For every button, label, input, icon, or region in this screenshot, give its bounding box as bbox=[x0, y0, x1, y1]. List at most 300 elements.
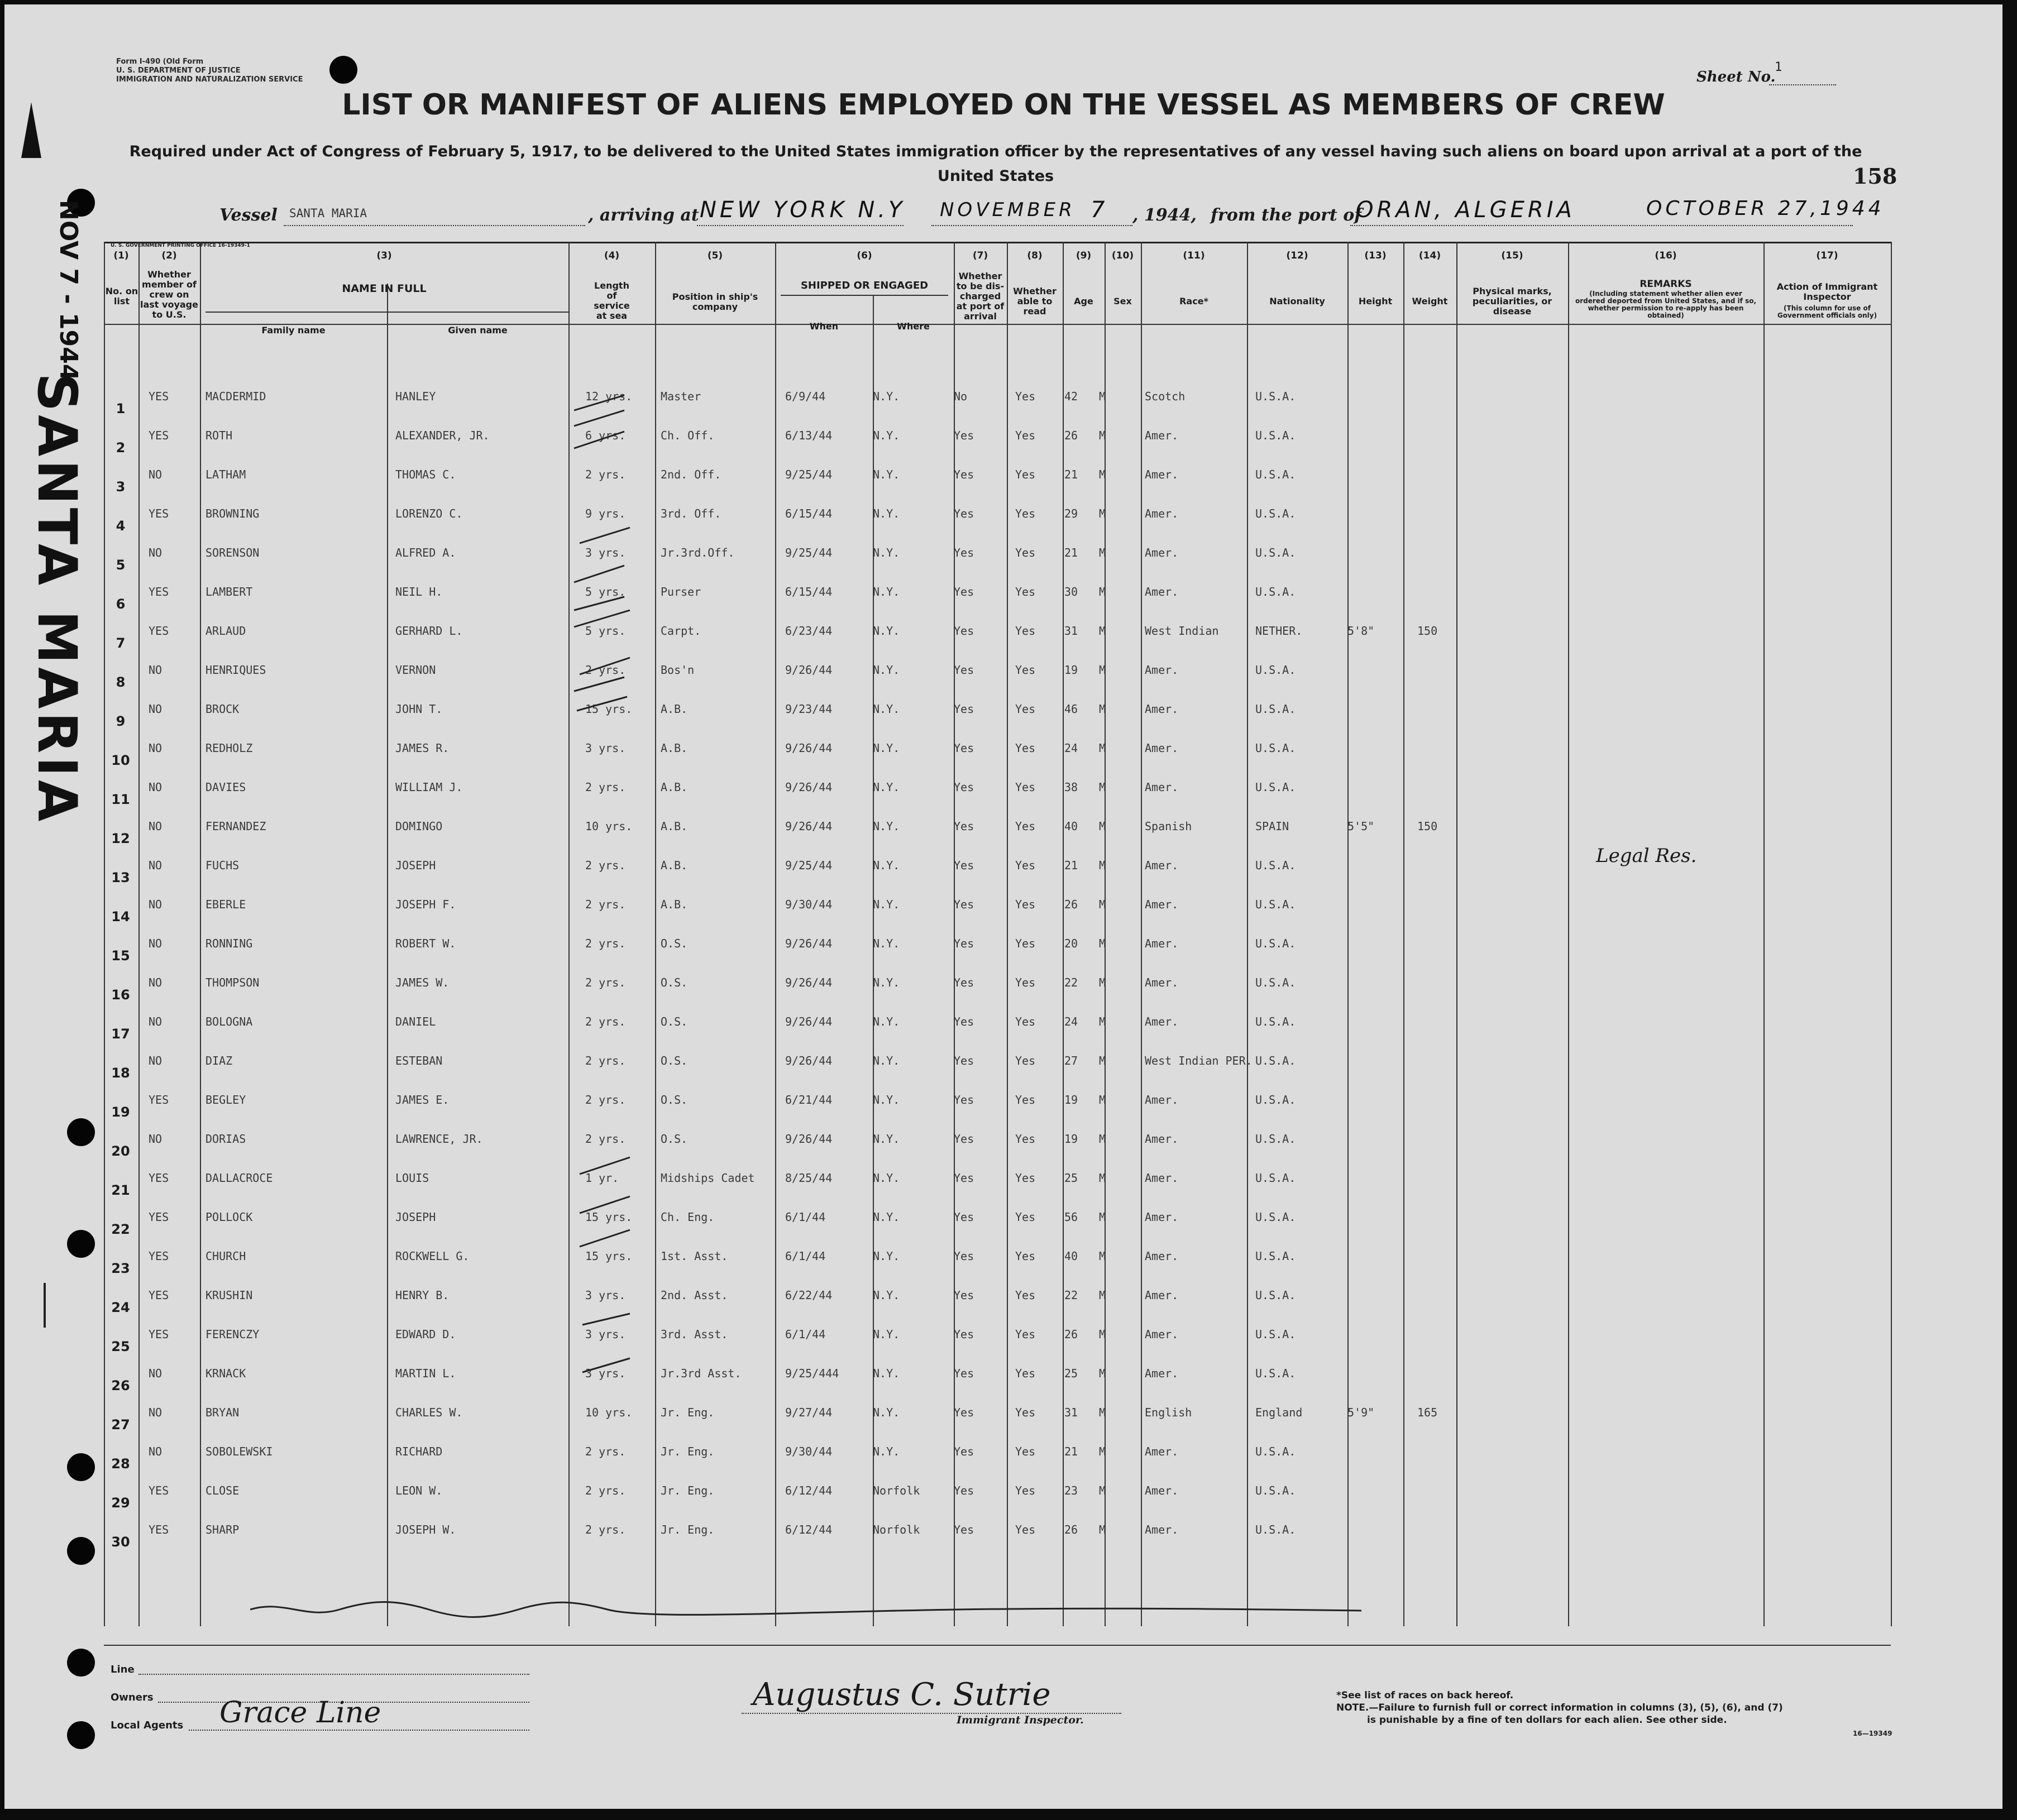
cell-position: 3rd. Off. bbox=[661, 507, 721, 520]
cell-crew: YES bbox=[149, 1328, 169, 1341]
cell-position: Jr. Eng. bbox=[661, 1445, 715, 1458]
cell-disch: Yes bbox=[954, 1015, 974, 1028]
cell-sex: M bbox=[1099, 898, 1106, 911]
cell-family: KRUSHIN bbox=[205, 1289, 253, 1302]
cell-family: REDHOLZ bbox=[205, 741, 253, 755]
cell-service: 2 yrs. bbox=[585, 1445, 626, 1458]
cell-disch: Yes bbox=[954, 780, 974, 794]
cell-where: N.Y. bbox=[873, 741, 900, 755]
cell-nat: U.S.A. bbox=[1255, 468, 1296, 481]
cell-family: MACDERMID bbox=[205, 390, 266, 403]
header-able-read: Whether able to read bbox=[1013, 286, 1057, 317]
cell-given: WILLIAM J. bbox=[395, 780, 463, 794]
cell-disch: Yes bbox=[954, 1289, 974, 1302]
cell-given: EDWARD D. bbox=[395, 1328, 456, 1341]
cell-race: Amer. bbox=[1145, 1093, 1179, 1107]
vessel-dotline bbox=[284, 225, 585, 226]
cell-service: 2 yrs. bbox=[585, 898, 626, 911]
row-number: 7 bbox=[116, 635, 126, 651]
cell-nat: U.S.A. bbox=[1255, 1054, 1296, 1067]
cell-position: A.B. bbox=[661, 741, 688, 755]
col-num: (3) bbox=[376, 250, 392, 261]
cell-read: Yes bbox=[1015, 1289, 1036, 1302]
cell-given: ALFRED A. bbox=[395, 546, 456, 559]
form-info bbox=[116, 58, 303, 84]
cell-position: 2nd. Off. bbox=[661, 468, 721, 481]
departure-date: OCTOBER 27,1944 bbox=[1646, 197, 1885, 220]
cell-read: Yes bbox=[1015, 390, 1036, 403]
col-num: (2) bbox=[161, 250, 177, 261]
cell-when: 9/26/44 bbox=[785, 663, 833, 677]
col-num: (7) bbox=[972, 250, 988, 261]
cell-race: Amer. bbox=[1145, 1171, 1179, 1185]
cell-when: 9/25/444 bbox=[785, 1367, 839, 1380]
cell-nat: U.S.A. bbox=[1255, 859, 1296, 872]
cell-when: 6/9/44 bbox=[785, 390, 826, 403]
cell-sex: M bbox=[1099, 1093, 1106, 1107]
cell-given: JOSEPH W. bbox=[395, 1523, 456, 1536]
cell-given: CHARLES W. bbox=[395, 1406, 463, 1419]
remark-legal-res: Legal Res. bbox=[1596, 845, 1697, 867]
cell-family: BEGLEY bbox=[205, 1093, 246, 1107]
cell-family: FERNANDEZ bbox=[205, 820, 266, 833]
form-info-line: Form I-490 (Old Form bbox=[116, 58, 204, 66]
note-races: *See list of races on back hereof. bbox=[1336, 1690, 1514, 1701]
cell-given: LORENZO C. bbox=[395, 507, 463, 520]
punch-hole bbox=[329, 56, 357, 84]
header-given-name: Given name bbox=[448, 325, 508, 336]
cell-race: Amer. bbox=[1145, 702, 1179, 716]
col-num: (13) bbox=[1364, 250, 1387, 261]
cell-race: West Indian bbox=[1145, 624, 1219, 638]
cell-family: LATHAM bbox=[205, 468, 246, 481]
cell-read: Yes bbox=[1015, 663, 1036, 677]
column-rule bbox=[1891, 242, 1892, 1626]
row-number: 24 bbox=[111, 1300, 130, 1315]
column-rule bbox=[1568, 242, 1569, 1626]
cell-disch: Yes bbox=[954, 1328, 974, 1341]
cell-race: Amer. bbox=[1145, 507, 1179, 520]
row-number: 13 bbox=[111, 870, 130, 885]
cell-service: 15 yrs. bbox=[585, 702, 633, 716]
cell-read: Yes bbox=[1015, 507, 1036, 520]
cell-given: JOSEPH F. bbox=[395, 898, 456, 911]
cell-sex: M bbox=[1099, 859, 1106, 872]
cell-age: 19 bbox=[1064, 1132, 1078, 1146]
cell-given: ROCKWELL G. bbox=[395, 1249, 470, 1263]
cell-read: Yes bbox=[1015, 741, 1036, 755]
cell-read: Yes bbox=[1015, 468, 1036, 481]
cell-service: 9 yrs. bbox=[585, 507, 626, 520]
cell-sex: M bbox=[1099, 1210, 1106, 1224]
col-num: (9) bbox=[1076, 250, 1092, 261]
cell-crew: YES bbox=[149, 507, 169, 520]
cell-disch: Yes bbox=[954, 820, 974, 833]
cell-when: 6/12/44 bbox=[785, 1484, 833, 1497]
cell-read: Yes bbox=[1015, 1171, 1036, 1185]
line-label: Line bbox=[111, 1664, 135, 1675]
owners-label: Owners bbox=[111, 1692, 154, 1703]
cell-position: 2nd. Asst. bbox=[661, 1289, 728, 1302]
cell-crew: NO bbox=[149, 780, 162, 794]
cell-read: Yes bbox=[1015, 429, 1036, 442]
cell-sex: M bbox=[1099, 624, 1106, 638]
cell-nat: U.S.A. bbox=[1255, 702, 1296, 716]
cell-crew: NO bbox=[149, 468, 162, 481]
cell-age: 31 bbox=[1064, 1406, 1078, 1419]
cell-when: 6/22/44 bbox=[785, 1289, 833, 1302]
cell-when: 9/26/44 bbox=[785, 1054, 833, 1067]
cell-disch: Yes bbox=[954, 859, 974, 872]
cell-crew: NO bbox=[149, 898, 162, 911]
cell-sex: M bbox=[1099, 1523, 1106, 1536]
cell-age: 29 bbox=[1064, 507, 1078, 520]
cell-age: 21 bbox=[1064, 468, 1078, 481]
header-height: Height bbox=[1358, 296, 1393, 306]
cell-weight: 165 bbox=[1417, 1406, 1438, 1419]
cell-family: SHARP bbox=[205, 1523, 240, 1536]
row-number: 6 bbox=[116, 596, 126, 612]
row-number: 26 bbox=[111, 1378, 130, 1393]
header-remarks-sub: (Including statement whether alien ever ordered deported from United States, and if so, whether permission to re-apply has been obtained) bbox=[1575, 290, 1757, 319]
cell-age: 19 bbox=[1064, 1093, 1078, 1107]
cell-nat: U.S.A. bbox=[1255, 429, 1296, 442]
column-rule bbox=[775, 242, 776, 1626]
cell-age: 56 bbox=[1064, 1210, 1078, 1224]
cell-nat: U.S.A. bbox=[1255, 663, 1296, 677]
col-num: (12) bbox=[1286, 250, 1308, 261]
col-num: (6) bbox=[857, 250, 872, 261]
cell-family: DORIAS bbox=[205, 1132, 246, 1146]
cell-position: O.S. bbox=[661, 1093, 688, 1107]
cell-given: DOMINGO bbox=[395, 820, 443, 833]
cell-where: N.Y. bbox=[873, 1054, 900, 1067]
cell-sex: M bbox=[1099, 741, 1106, 755]
column-rule bbox=[138, 242, 140, 1626]
cell-read: Yes bbox=[1015, 1249, 1036, 1263]
cell-nat: U.S.A. bbox=[1255, 507, 1296, 520]
cell-where: N.Y. bbox=[873, 1171, 900, 1185]
cell-service: 3 yrs. bbox=[585, 741, 626, 755]
arrival-year: , 1944, bbox=[1132, 205, 1197, 225]
cell-position: A.B. bbox=[661, 820, 688, 833]
shipped-rule bbox=[781, 295, 948, 296]
arrival-month: NOVEMBER bbox=[940, 199, 1076, 221]
cell-given: LEON W. bbox=[395, 1484, 443, 1497]
cell-read: Yes bbox=[1015, 1210, 1036, 1224]
cell-read: Yes bbox=[1015, 1445, 1036, 1458]
cell-service: 5 yrs. bbox=[585, 585, 626, 598]
cell-read: Yes bbox=[1015, 859, 1036, 872]
form-info-line: IMMIGRATION AND NATURALIZATION SERVICE bbox=[116, 75, 303, 84]
cell-read: Yes bbox=[1015, 1132, 1036, 1146]
cell-where: N.Y. bbox=[873, 1132, 900, 1146]
cell-service: 6 yrs. bbox=[585, 429, 626, 442]
cell-race: Amer. bbox=[1145, 1289, 1179, 1302]
cell-race: Amer. bbox=[1145, 1367, 1179, 1380]
cell-read: Yes bbox=[1015, 1406, 1036, 1419]
cell-crew: YES bbox=[149, 585, 169, 598]
cell-crew: NO bbox=[149, 702, 162, 716]
cell-given: JAMES R. bbox=[395, 741, 450, 755]
cell-age: 22 bbox=[1064, 976, 1078, 989]
cell-age: 21 bbox=[1064, 546, 1078, 559]
cell-given: NEIL H. bbox=[395, 585, 443, 598]
name-rule bbox=[205, 312, 568, 313]
cell-position: O.S. bbox=[661, 976, 688, 989]
cell-nat: U.S.A. bbox=[1255, 390, 1296, 403]
row-number: 12 bbox=[111, 831, 130, 846]
cell-sex: M bbox=[1099, 1484, 1106, 1497]
punch-hole bbox=[67, 1649, 95, 1677]
cell-disch: Yes bbox=[954, 1367, 974, 1380]
column-rule bbox=[1007, 242, 1008, 1626]
cell-crew: YES bbox=[149, 1523, 169, 1536]
form-info-line: U. S. DEPARTMENT OF JUSTICE bbox=[116, 66, 241, 75]
cell-read: Yes bbox=[1015, 1484, 1036, 1497]
cell-when: 9/30/44 bbox=[785, 1445, 833, 1458]
cell-position: Midships Cadet bbox=[661, 1171, 755, 1185]
header-position: Position in ship's company bbox=[672, 291, 758, 312]
cell-family: RONNING bbox=[205, 937, 253, 950]
cell-crew: YES bbox=[149, 1249, 169, 1263]
cell-where: N.Y. bbox=[873, 859, 900, 872]
cell-position: O.S. bbox=[661, 1015, 688, 1028]
agents-signature: Grace Line bbox=[219, 1696, 381, 1730]
arrival-day: 7 bbox=[1091, 197, 1108, 223]
cell-age: 42 bbox=[1064, 390, 1078, 403]
cell-when: 9/26/44 bbox=[785, 1132, 833, 1146]
cell-where: N.Y. bbox=[873, 663, 900, 677]
cell-when: 6/1/44 bbox=[785, 1328, 826, 1341]
cell-when: 6/15/44 bbox=[785, 507, 833, 520]
cell-read: Yes bbox=[1015, 1523, 1036, 1536]
cell-where: N.Y. bbox=[873, 546, 900, 559]
cell-nat: U.S.A. bbox=[1255, 1523, 1296, 1536]
cell-crew: YES bbox=[149, 429, 169, 442]
row-number: 15 bbox=[111, 948, 130, 964]
cell-where: Norfolk bbox=[873, 1484, 920, 1497]
cell-given: VERNON bbox=[395, 663, 436, 677]
row-number: 25 bbox=[111, 1339, 130, 1354]
header-top-rule bbox=[104, 242, 1891, 243]
cell-nat: NETHER. bbox=[1255, 624, 1303, 638]
header-action: Action of Immigrant Inspector bbox=[1776, 281, 1878, 302]
cell-where: N.Y. bbox=[873, 1210, 900, 1224]
cell-crew: YES bbox=[149, 390, 169, 403]
cell-where: N.Y. bbox=[873, 1093, 900, 1107]
column-rule bbox=[873, 295, 874, 1626]
cell-family: KRNACK bbox=[205, 1367, 246, 1380]
cell-disch: Yes bbox=[954, 1132, 974, 1146]
row-number: 14 bbox=[111, 909, 130, 925]
cell-disch: Yes bbox=[954, 507, 974, 520]
cell-where: N.Y. bbox=[873, 1289, 900, 1302]
local-agents-label: Local Agents bbox=[111, 1720, 184, 1731]
cell-sex: M bbox=[1099, 1171, 1106, 1185]
cell-family: BROWNING bbox=[205, 507, 260, 520]
header-shipped: SHIPPED OR ENGAGED bbox=[800, 280, 929, 291]
cell-sex: M bbox=[1099, 1445, 1106, 1458]
header-name-in-full: NAME IN FULL bbox=[342, 282, 427, 295]
cell-given: LOUIS bbox=[395, 1171, 429, 1185]
cell-sex: M bbox=[1099, 1054, 1106, 1067]
cell-age: 26 bbox=[1064, 898, 1078, 911]
cell-given: JAMES E. bbox=[395, 1093, 450, 1107]
cell-crew: YES bbox=[149, 624, 169, 638]
cell-position: Purser bbox=[661, 585, 701, 598]
header-age: Age bbox=[1074, 296, 1093, 306]
cell-crew: YES bbox=[149, 1210, 169, 1224]
cell-position: Jr. Eng. bbox=[661, 1484, 715, 1497]
cell-race: Amer. bbox=[1145, 859, 1179, 872]
header-where: Where bbox=[897, 321, 930, 332]
cell-position: Jr. Eng. bbox=[661, 1523, 715, 1536]
cell-race: Amer. bbox=[1145, 1445, 1179, 1458]
cell-disch: Yes bbox=[954, 976, 974, 989]
cell-age: 20 bbox=[1064, 937, 1078, 950]
cell-position: 3rd. Asst. bbox=[661, 1328, 728, 1341]
cell-when: 9/30/44 bbox=[785, 898, 833, 911]
cell-age: 21 bbox=[1064, 1445, 1078, 1458]
cell-nat: England bbox=[1255, 1406, 1303, 1419]
cell-crew: NO bbox=[149, 1406, 162, 1419]
header-member-crew: Whether member of crew on last voyage to U.S. bbox=[140, 269, 198, 320]
cell-weight: 150 bbox=[1417, 820, 1438, 833]
cell-nat: U.S.A. bbox=[1255, 1289, 1296, 1302]
cell-nat: U.S.A. bbox=[1255, 1015, 1296, 1028]
cell-sex: M bbox=[1099, 1249, 1106, 1263]
cell-nat: U.S.A. bbox=[1255, 546, 1296, 559]
cell-service: 12 yrs. bbox=[585, 390, 633, 403]
cell-race: Amer. bbox=[1145, 663, 1179, 677]
cell-service: 3 yrs. bbox=[585, 1328, 626, 1341]
cell-race: Amer. bbox=[1145, 898, 1179, 911]
row-number: 1 bbox=[116, 401, 126, 416]
row-number: 20 bbox=[111, 1143, 130, 1159]
cell-sex: M bbox=[1099, 546, 1106, 559]
column-rule bbox=[1141, 242, 1142, 1626]
header-when: When bbox=[809, 321, 839, 332]
cell-disch: Yes bbox=[954, 1093, 974, 1107]
cell-given: JOHN T. bbox=[395, 702, 443, 716]
cell-sex: M bbox=[1099, 390, 1106, 403]
cell-where: N.Y. bbox=[873, 624, 900, 638]
line-dotline bbox=[138, 1674, 529, 1675]
row-number: 27 bbox=[111, 1417, 130, 1433]
cell-position: Ch. Off. bbox=[661, 429, 715, 442]
cell-position: A.B. bbox=[661, 702, 688, 716]
cell-family: SOBOLEWSKI bbox=[205, 1445, 273, 1458]
cell-disch: Yes bbox=[954, 1210, 974, 1224]
cell-given: THOMAS C. bbox=[395, 468, 456, 481]
cell-where: N.Y. bbox=[873, 429, 900, 442]
row-number: 5 bbox=[116, 557, 126, 573]
cell-age: 40 bbox=[1064, 820, 1078, 833]
cell-when: 6/1/44 bbox=[785, 1249, 826, 1263]
cell-race: Amer. bbox=[1145, 1484, 1179, 1497]
cell-when: 6/13/44 bbox=[785, 429, 833, 442]
cell-age: 31 bbox=[1064, 624, 1078, 638]
header-bottom-rule bbox=[104, 324, 1891, 325]
cell-nat: U.S.A. bbox=[1255, 1132, 1296, 1146]
row-number: 2 bbox=[116, 440, 126, 456]
cell-nat: U.S.A. bbox=[1255, 1328, 1296, 1341]
cell-where: N.Y. bbox=[873, 468, 900, 481]
cell-race: Amer. bbox=[1145, 937, 1179, 950]
page-subtitle: Required under Act of Congress of February 5, 1917, to be delivered to the United States immigration officer by the representatives of any vessel having such aliens on board upon arrival at a port of the United States bbox=[129, 143, 1862, 185]
cell-disch: Yes bbox=[954, 624, 974, 638]
from-port: ORAN, ALGERIA bbox=[1356, 197, 1575, 223]
col-num: (11) bbox=[1183, 250, 1205, 261]
cell-where: N.Y. bbox=[873, 820, 900, 833]
cell-service: 3 yrs. bbox=[585, 546, 626, 559]
cell-service: 10 yrs. bbox=[585, 820, 633, 833]
col-num: (16) bbox=[1655, 250, 1677, 261]
cell-crew: NO bbox=[149, 1445, 162, 1458]
cell-service: 2 yrs. bbox=[585, 1132, 626, 1146]
cell-family: FUCHS bbox=[205, 859, 240, 872]
cell-where: N.Y. bbox=[873, 507, 900, 520]
cell-crew: NO bbox=[149, 546, 162, 559]
cell-given: RICHARD bbox=[395, 1445, 443, 1458]
cell-race: Amer. bbox=[1145, 741, 1179, 755]
cell-where: N.Y. bbox=[873, 585, 900, 598]
cell-family: BRYAN bbox=[205, 1406, 240, 1419]
column-rule bbox=[1403, 242, 1404, 1626]
header-length-service: Length of service at sea bbox=[594, 280, 630, 321]
header-remarks: REMARKS bbox=[1640, 279, 1692, 290]
header-sex: Sex bbox=[1113, 296, 1132, 306]
arriving-port: NEW YORK N.Y bbox=[700, 197, 906, 223]
column-rule bbox=[655, 242, 656, 1626]
cell-crew: YES bbox=[149, 1093, 169, 1107]
cell-crew: NO bbox=[149, 1015, 162, 1028]
cell-race: Amer. bbox=[1145, 1523, 1179, 1536]
cell-family: FERENCZY bbox=[205, 1328, 260, 1341]
cell-read: Yes bbox=[1015, 1367, 1036, 1380]
cell-crew: NO bbox=[149, 1132, 162, 1146]
column-rule bbox=[200, 242, 201, 1626]
row-number: 23 bbox=[111, 1261, 130, 1276]
cell-crew: YES bbox=[149, 1289, 169, 1302]
cell-service: 1 yr. bbox=[585, 1171, 619, 1185]
header-family-name: Family name bbox=[261, 325, 326, 336]
cell-service: 2 yrs. bbox=[585, 1484, 626, 1497]
cell-nat: U.S.A. bbox=[1255, 741, 1296, 755]
cell-age: 38 bbox=[1064, 780, 1078, 794]
row-number: 9 bbox=[116, 713, 126, 729]
cell-sex: M bbox=[1099, 585, 1106, 598]
cell-service: 2 yrs. bbox=[585, 1054, 626, 1067]
cell-read: Yes bbox=[1015, 937, 1036, 950]
cell-crew: NO bbox=[149, 937, 162, 950]
cell-when: 6/21/44 bbox=[785, 1093, 833, 1107]
cell-read: Yes bbox=[1015, 546, 1036, 559]
cell-age: 26 bbox=[1064, 429, 1078, 442]
cell-position: Ch. Eng. bbox=[661, 1210, 715, 1224]
note-line-2: is punishable by a fine of ten dollars for each alien. See other side. bbox=[1367, 1714, 1727, 1726]
cell-family: DALLACROCE bbox=[205, 1171, 273, 1185]
cell-sex: M bbox=[1099, 507, 1106, 520]
vessel-label: Vessel bbox=[219, 205, 278, 225]
manifest-page bbox=[4, 4, 2002, 1809]
header-discharged: Whether to be dis-charged at port of arrival bbox=[956, 271, 1005, 322]
header-weight: Weight bbox=[1412, 296, 1448, 306]
cell-nat: U.S.A. bbox=[1255, 1210, 1296, 1224]
cell-nat: U.S.A. bbox=[1255, 1249, 1296, 1263]
cell-service: 15 yrs. bbox=[585, 1210, 633, 1224]
